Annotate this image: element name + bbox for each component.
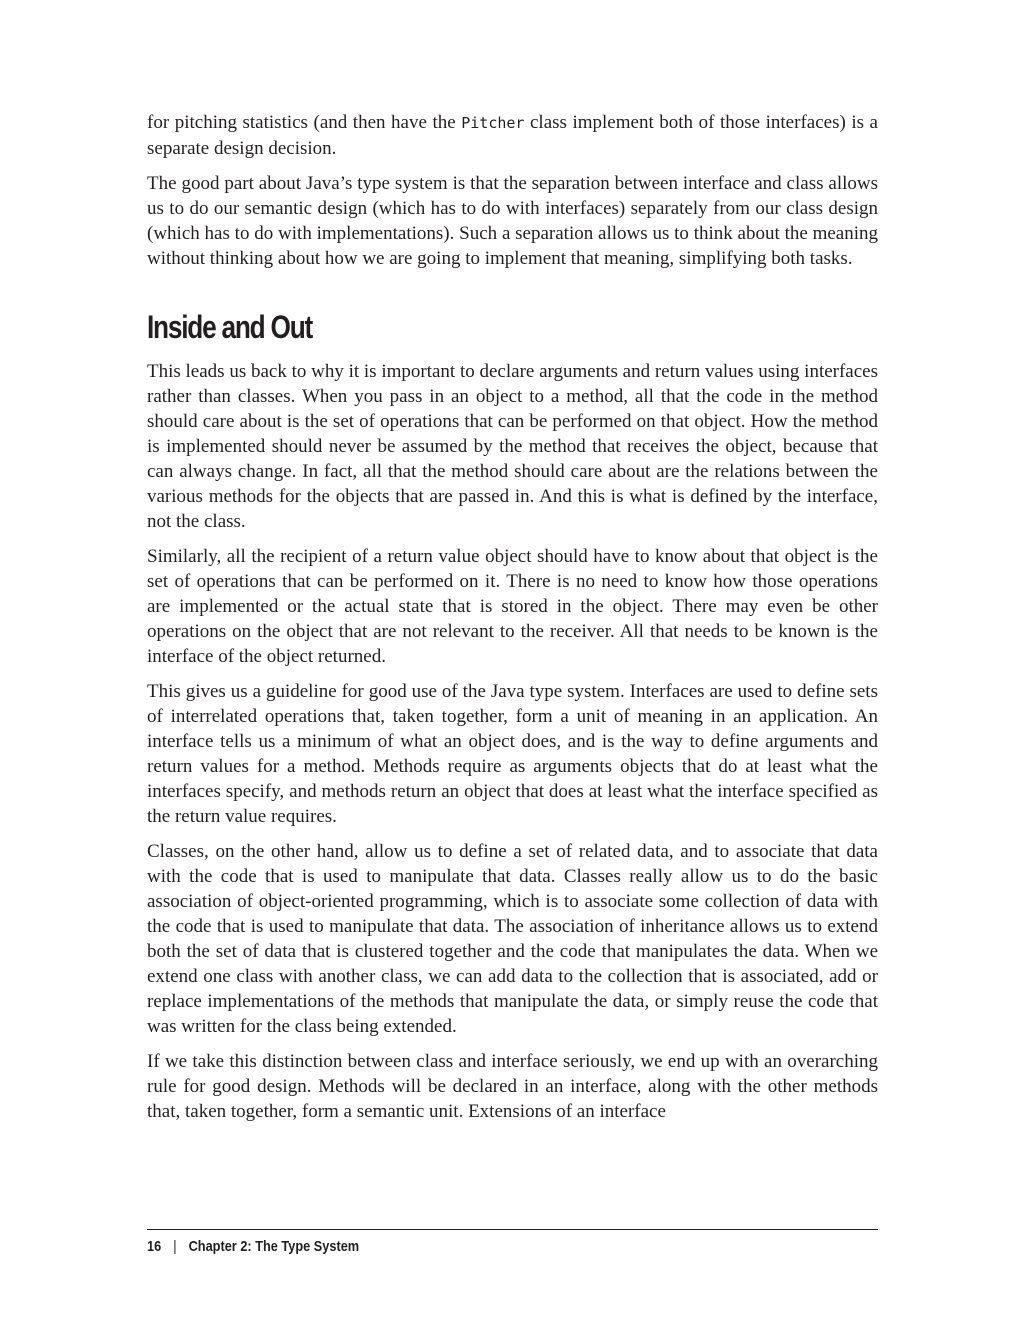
- section-paragraphs: [147, 359, 878, 1124]
- paragraph: [147, 359, 878, 534]
- paragraph-text: Classes, on the other hand, allow us to define a set of related data, and to associate that data with the code that is used to manipulate that data. Classes really allow us to do the basic association of object-oriented programming, which is to associate some collection of data with the code that is used to manipulate that data. The association of inheritance allows us to extend both the set of data that is clustered together and the code that manipulates the data. When we extend one class with another class, we can add data to the collection that is associated, add or replace implementations of the methods that manipulate the data, or simply reuse the code that was written for the class being extended.: [147, 841, 878, 1037]
- page-footer: [147, 1238, 359, 1255]
- intro-paragraphs: [147, 110, 878, 271]
- paragraph: [147, 1049, 878, 1124]
- section-heading: Inside and Out: [147, 309, 313, 345]
- inline-code: Pitcher: [461, 114, 525, 132]
- chapter-title: Chapter 2: The Type System: [188, 1238, 360, 1255]
- paragraph-text: This leads us back to why it is important to declare arguments and return values using interfaces rather than classes. When you pass in an object to a method, all that the code in the method should care about is the set of operations that can be performed on that object. How the method is implemented should never be assumed by the method that receives the object, because that can always change. In fact, all that the method should care about are the relations between the various methods for the objects that are passed in. And this is what is defined by the interface, not the class.: [147, 361, 878, 532]
- paragraph: [147, 544, 878, 669]
- paragraph: [147, 171, 878, 271]
- paragraph-text: for pitching statistics (and then have the: [147, 112, 462, 133]
- paragraph: [147, 839, 878, 1039]
- paragraph-text: The good part about Java’s type system is that the separation between interface and class allows us to do our semantic design (which has to do with interfaces) separately from our class design (which has to do with implementations). Such a separation allows us to think about the meaning without thinking about how we are going to implement that meaning, simplifying both tasks.: [147, 173, 878, 269]
- paragraph-text: Similarly, all the recipient of a return value object should have to know about that object is the set of operations that can be performed on it. There is no need to know how those operations are implemented or the actual state that is stored in the object. There may even be other operations on the object that are not relevant to the receiver. All that needs to be known is the interface of the object returned.: [147, 546, 878, 667]
- page-number: 16: [147, 1238, 162, 1255]
- paragraph: [147, 110, 878, 161]
- footer-rule: [147, 1229, 878, 1230]
- paragraph-text: class implement both of those interfaces) is a separate design decision.: [147, 112, 878, 159]
- paragraph: [147, 679, 878, 829]
- page-content: [147, 110, 878, 1134]
- paragraph-text: This gives us a guideline for good use of the Java type system. Interfaces are used to define sets of interrelated operations that, taken together, form a unit of meaning in an application. An interface tells us a minimum of what an object does, and is the way to define arguments and return values for a method. Methods require as arguments objects that do at least what the interfaces specify, and methods return an object that does at least what the interface specified as the return value requires.: [147, 681, 878, 827]
- paragraph-text: If we take this distinction between class and interface seriously, we end up with an overarching rule for good design. Methods will be declared in an interface, along with the other methods that, taken together, form a semantic unit. Extensions of an interface: [147, 1051, 878, 1122]
- footer-separator: |: [173, 1238, 177, 1255]
